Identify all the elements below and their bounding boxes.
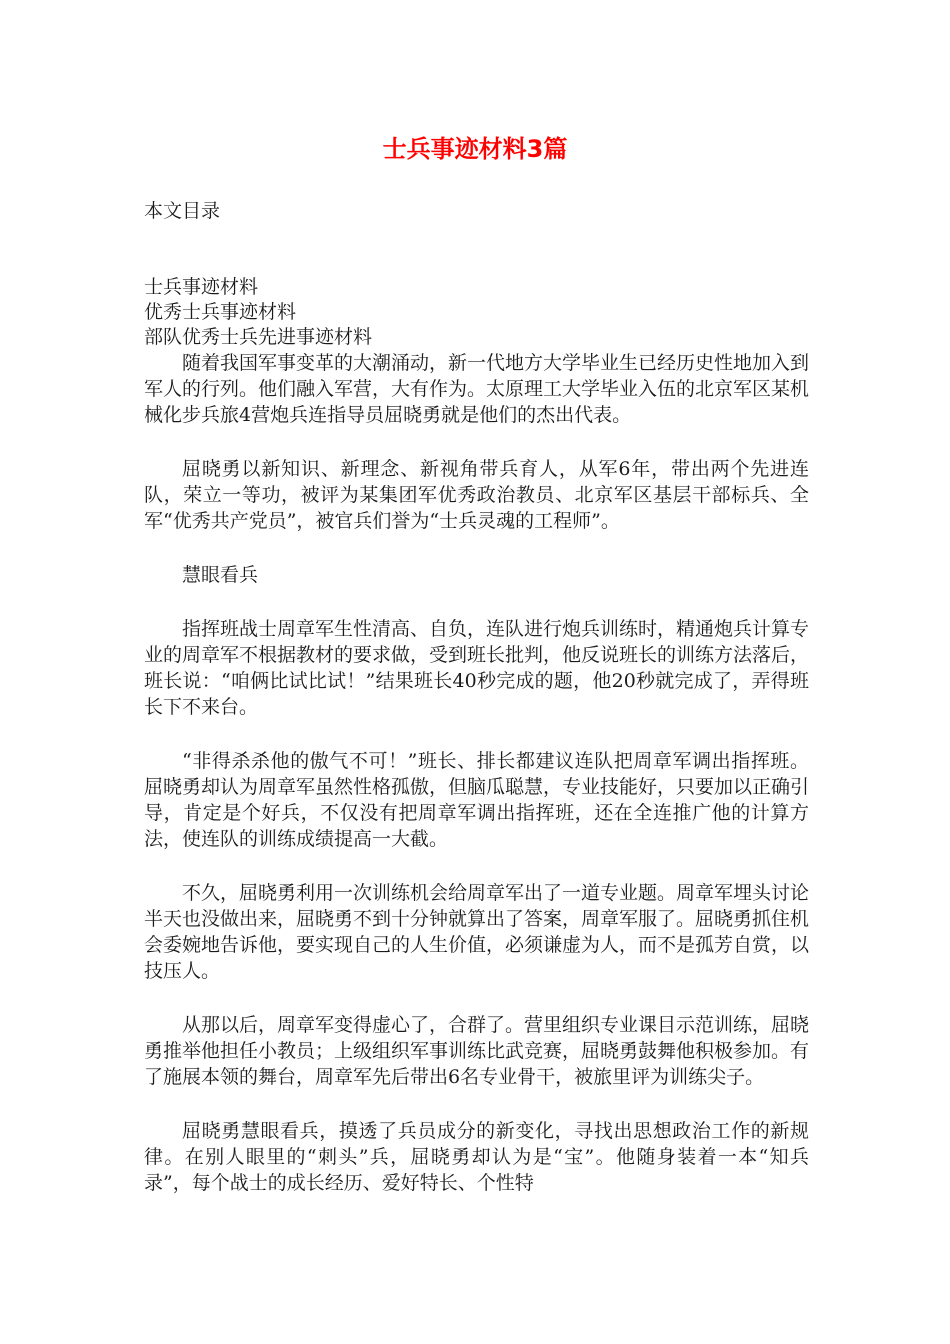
toc-item: 优秀士兵事迹材料	[144, 301, 297, 323]
body-paragraph: 屈晓勇慧眼看兵，摸透了兵员成分的新变化，寻找出思想政治工作的新规律。在别人眼里的“刺头”兵，屈晓勇却认为是“宝”。他随身装着一本“知兵录”，每个战士的成长经历、爱好特长、个性特	[144, 1120, 809, 1194]
toc-label: 本文目录	[144, 200, 221, 222]
body-paragraph: 从那以后，周章军变得虚心了，合群了。营里组织专业课目示范训练，屈晓勇推举他担任小教员；上级组织军事训练比武竞赛，屈晓勇鼓舞他积极参加。有了施展本领的舞台，周章军先后带出6名专业骨干，被旅里评为训练尖子。	[144, 1014, 810, 1088]
body-paragraph: 指挥班战士周章军生性清高、自负，连队进行炮兵训练时，精通炮兵计算专业的周章军不根据教材的要求做，受到班长批判，他反说班长的训练方法落后，班长说：“咱俩比试比试！”结果班长40秒完成的题，他20秒就完成了，弄得班长下不来台。	[144, 618, 810, 718]
document-body	[144, 198, 809, 1224]
body-paragraph: 不久，屈晓勇利用一次训练机会给周章军出了一道专业题。周章军埋头讨论半天也没做出来，屈晓勇不到十分钟就算出了答案，周章军服了。屈晓勇抓住机会委婉地告诉他，要实现自己的人生价值，必须谦虚为人，而不是孤芳自赏，以技压人。	[144, 882, 810, 982]
toc-item: 士兵事迹材料	[144, 276, 259, 298]
document-title: 士兵事迹材料3篇	[382, 135, 568, 163]
body-paragraph: 屈晓勇以新知识、新理念、新视角带兵育人，从军6年，带出两个先进连队，荣立一等功，被评为某集团军优秀政治教员、北京军区基层干部标兵、全军“优秀共产党员”，被官兵们誉为“士兵灵魂的工程师”。	[144, 458, 809, 532]
table-of-contents	[144, 275, 809, 350]
body-paragraph: “非得杀杀他的傲气不可！”班长、排长都建议连队把周章军调出指挥班。屈晓勇却认为周章军虽然性格孤傲，但脑瓜聪慧，专业技能好，只要加以正确引导，肯定是个好兵，不仅没有把周章军调出指挥班，还在全连推广他的计算方法，使连队的训练成绩提高一大截。	[144, 750, 810, 850]
toc-item: 部队优秀士兵先进事迹材料	[144, 326, 373, 348]
body-paragraph: 随着我国军事变革的大潮涌动，新一代地方大学毕业生已经历史性地加入到军人的行列。他们融入军营，大有作为。太原理工大学毕业入伍的北京军区某机械化步兵旅4营炮兵连指导员屈晓勇就是他们的杰出代表。	[144, 352, 810, 426]
section-heading: 慧眼看兵	[182, 564, 259, 586]
